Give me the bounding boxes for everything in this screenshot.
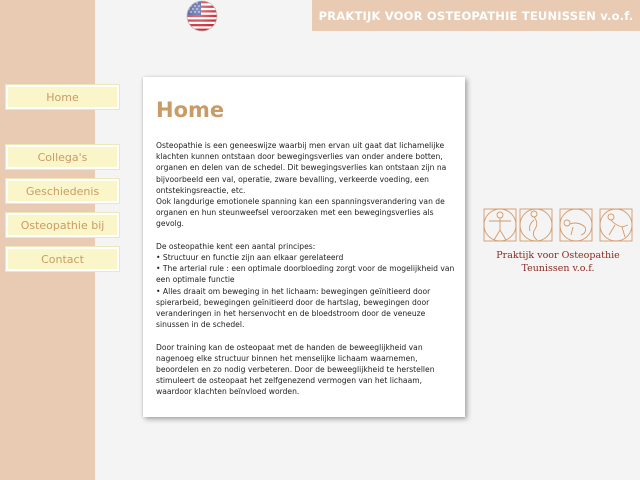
nav-osteopathie-bij[interactable]: Osteopathie bij: [5, 212, 120, 238]
body-line: ontstekingsreactie, etc.: [156, 185, 246, 195]
us-flag-icon[interactable]: [186, 0, 218, 32]
left-decorative-band: [0, 0, 95, 480]
body-line: organen en delen van de schedel. Dit bewegingsverlies kan ontstaan zijn na: [156, 163, 447, 173]
body-line: een optimale functie: [156, 275, 235, 285]
nav-collegas[interactable]: Collega's: [5, 144, 120, 170]
logo-line-2: Teunissen v.o.f.: [521, 263, 595, 274]
logo-caption: [481, 249, 635, 275]
content-body: [156, 140, 456, 398]
logo-line-1: Praktijk voor Osteopathie: [496, 250, 620, 261]
paragraph-gap: [156, 230, 456, 241]
body-line: sinussen in de schedel.: [156, 320, 245, 330]
body-line: veranderingen in het hersenvocht en de bloedstroom door de veneuze: [156, 309, 426, 319]
body-line: waardoor klachten beïnvloed worden.: [156, 387, 300, 397]
body-line: • Structuur en functie zijn aan elkaar gerelateerd: [156, 253, 344, 263]
body-line: bijvoorbeeld een val, operatie, zware bevalling, verkeerde voeding, een: [156, 174, 429, 184]
page-title: Home: [156, 98, 225, 122]
body-line: Door training kan de osteopaat met de handen de beweeglijkheid van: [156, 342, 423, 352]
header-banner: [312, 0, 640, 31]
nav-geschiedenis[interactable]: Geschiedenis: [5, 178, 120, 204]
body-line: Ook langdurige emotionele spanning kan een spanningsverandering van de: [156, 197, 445, 207]
body-line: spierarbeid, bewegingen geïnitieerd door de hartslag, bewegingen door: [156, 297, 430, 307]
body-line: • Alles draait om beweging in het lichaam: bewegingen geïnitieerd door: [156, 286, 431, 296]
nav-home[interactable]: Home: [5, 84, 120, 110]
body-line: klachten kunnen ontstaan door bewegingsverlies van onder andere botten,: [156, 152, 443, 162]
body-line: beoordelen en zo nodig verbeteren. Door de beweeglijkheid te herstellen: [156, 365, 435, 375]
content-panel: [143, 77, 465, 417]
body-line: organen en hun steunweefsel veroorzaken met een bewegingsverlies als: [156, 208, 434, 218]
nav-contact[interactable]: Contact: [5, 246, 120, 272]
body-line: De osteopathie kent een aantal principes:: [156, 241, 316, 251]
body-line: Osteopathie is een geneeswijze waarbij men ervan uit gaat dat lichamelijke: [156, 141, 445, 150]
body-line: nagenoeg elke structuur binnen het menselijke lichaam waarnemen,: [156, 353, 418, 363]
vitruvian-figures-logo-icon: [481, 205, 635, 245]
body-line: gevolg.: [156, 219, 184, 229]
site-title: PRAKTIJK VOOR OSTEOPATHIE TEUNISSEN v.o.f.: [318, 9, 634, 23]
paragraph-gap: [156, 330, 456, 341]
body-line: • The arterial rule : een optimale doorbloeding zorgt voor de mogelijkheid van: [156, 264, 455, 274]
practice-logo: [481, 205, 635, 285]
body-line: stimuleert de osteopaat het zelfgenezend vermogen van het lichaam,: [156, 376, 423, 386]
